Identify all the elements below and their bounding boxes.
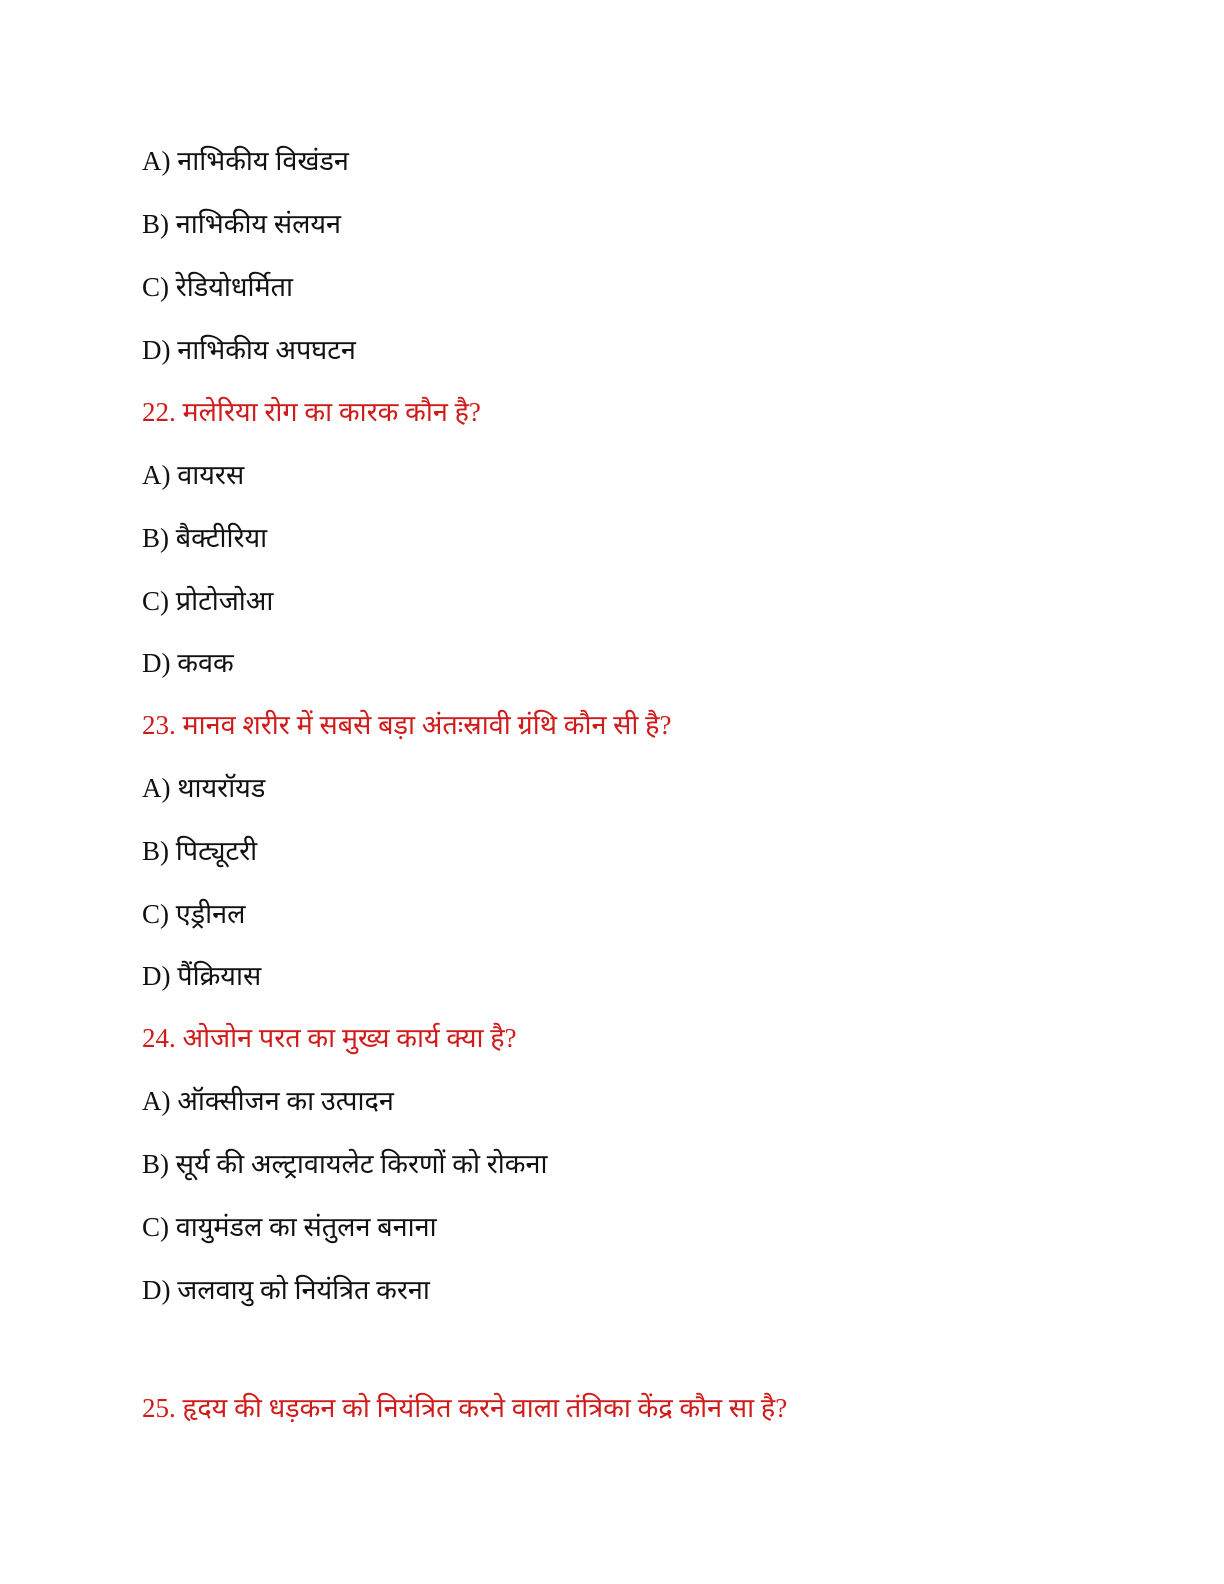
q22-option-b: B) बैक्टीरिया [142, 523, 268, 553]
prev-option-c: C) रेडियोधर्मिता [142, 272, 294, 302]
question-22: 22. मलेरिया रोग का कारक कौन है? [142, 397, 481, 427]
question-23: 23. मानव शरीर में सबसे बड़ा अंतःस्रावी ग्रंथि कौन सी है? [142, 710, 672, 740]
q24-option-c: C) वायुमंडल का संतुलन बनाना [142, 1212, 437, 1242]
q24-option-d: D) जलवायु को नियंत्रित करना [142, 1275, 430, 1305]
question-25: 25. हृदय की धड़कन को नियंत्रित करने वाला तंत्रिका केंद्र कौन सा है? [142, 1393, 788, 1423]
q22-option-d: D) कवक [142, 648, 234, 678]
q23-option-d: D) पैंक्रियास [142, 961, 262, 991]
q22-option-a: A) वायरस [142, 460, 245, 490]
q22-option-c: C) प्रोटोजोआ [142, 586, 274, 616]
q23-option-a: A) थायरॉयड [142, 773, 266, 803]
question-24: 24. ओजोन परत का मुख्य कार्य क्या है? [142, 1023, 517, 1053]
q23-option-b: B) पिट्यूटरी [142, 836, 258, 866]
q23-option-c: C) एड्रीनल [142, 899, 246, 929]
q24-option-a: A) ऑक्सीजन का उत्पादन [142, 1086, 394, 1116]
q24-option-b: B) सूर्य की अल्ट्रावायलेट किरणों को रोकना [142, 1149, 548, 1179]
prev-option-a: A) नाभिकीय विखंडन [142, 146, 349, 176]
prev-option-b: B) नाभिकीय संलयन [142, 209, 342, 239]
prev-option-d: D) नाभिकीय अपघटन [142, 335, 356, 365]
